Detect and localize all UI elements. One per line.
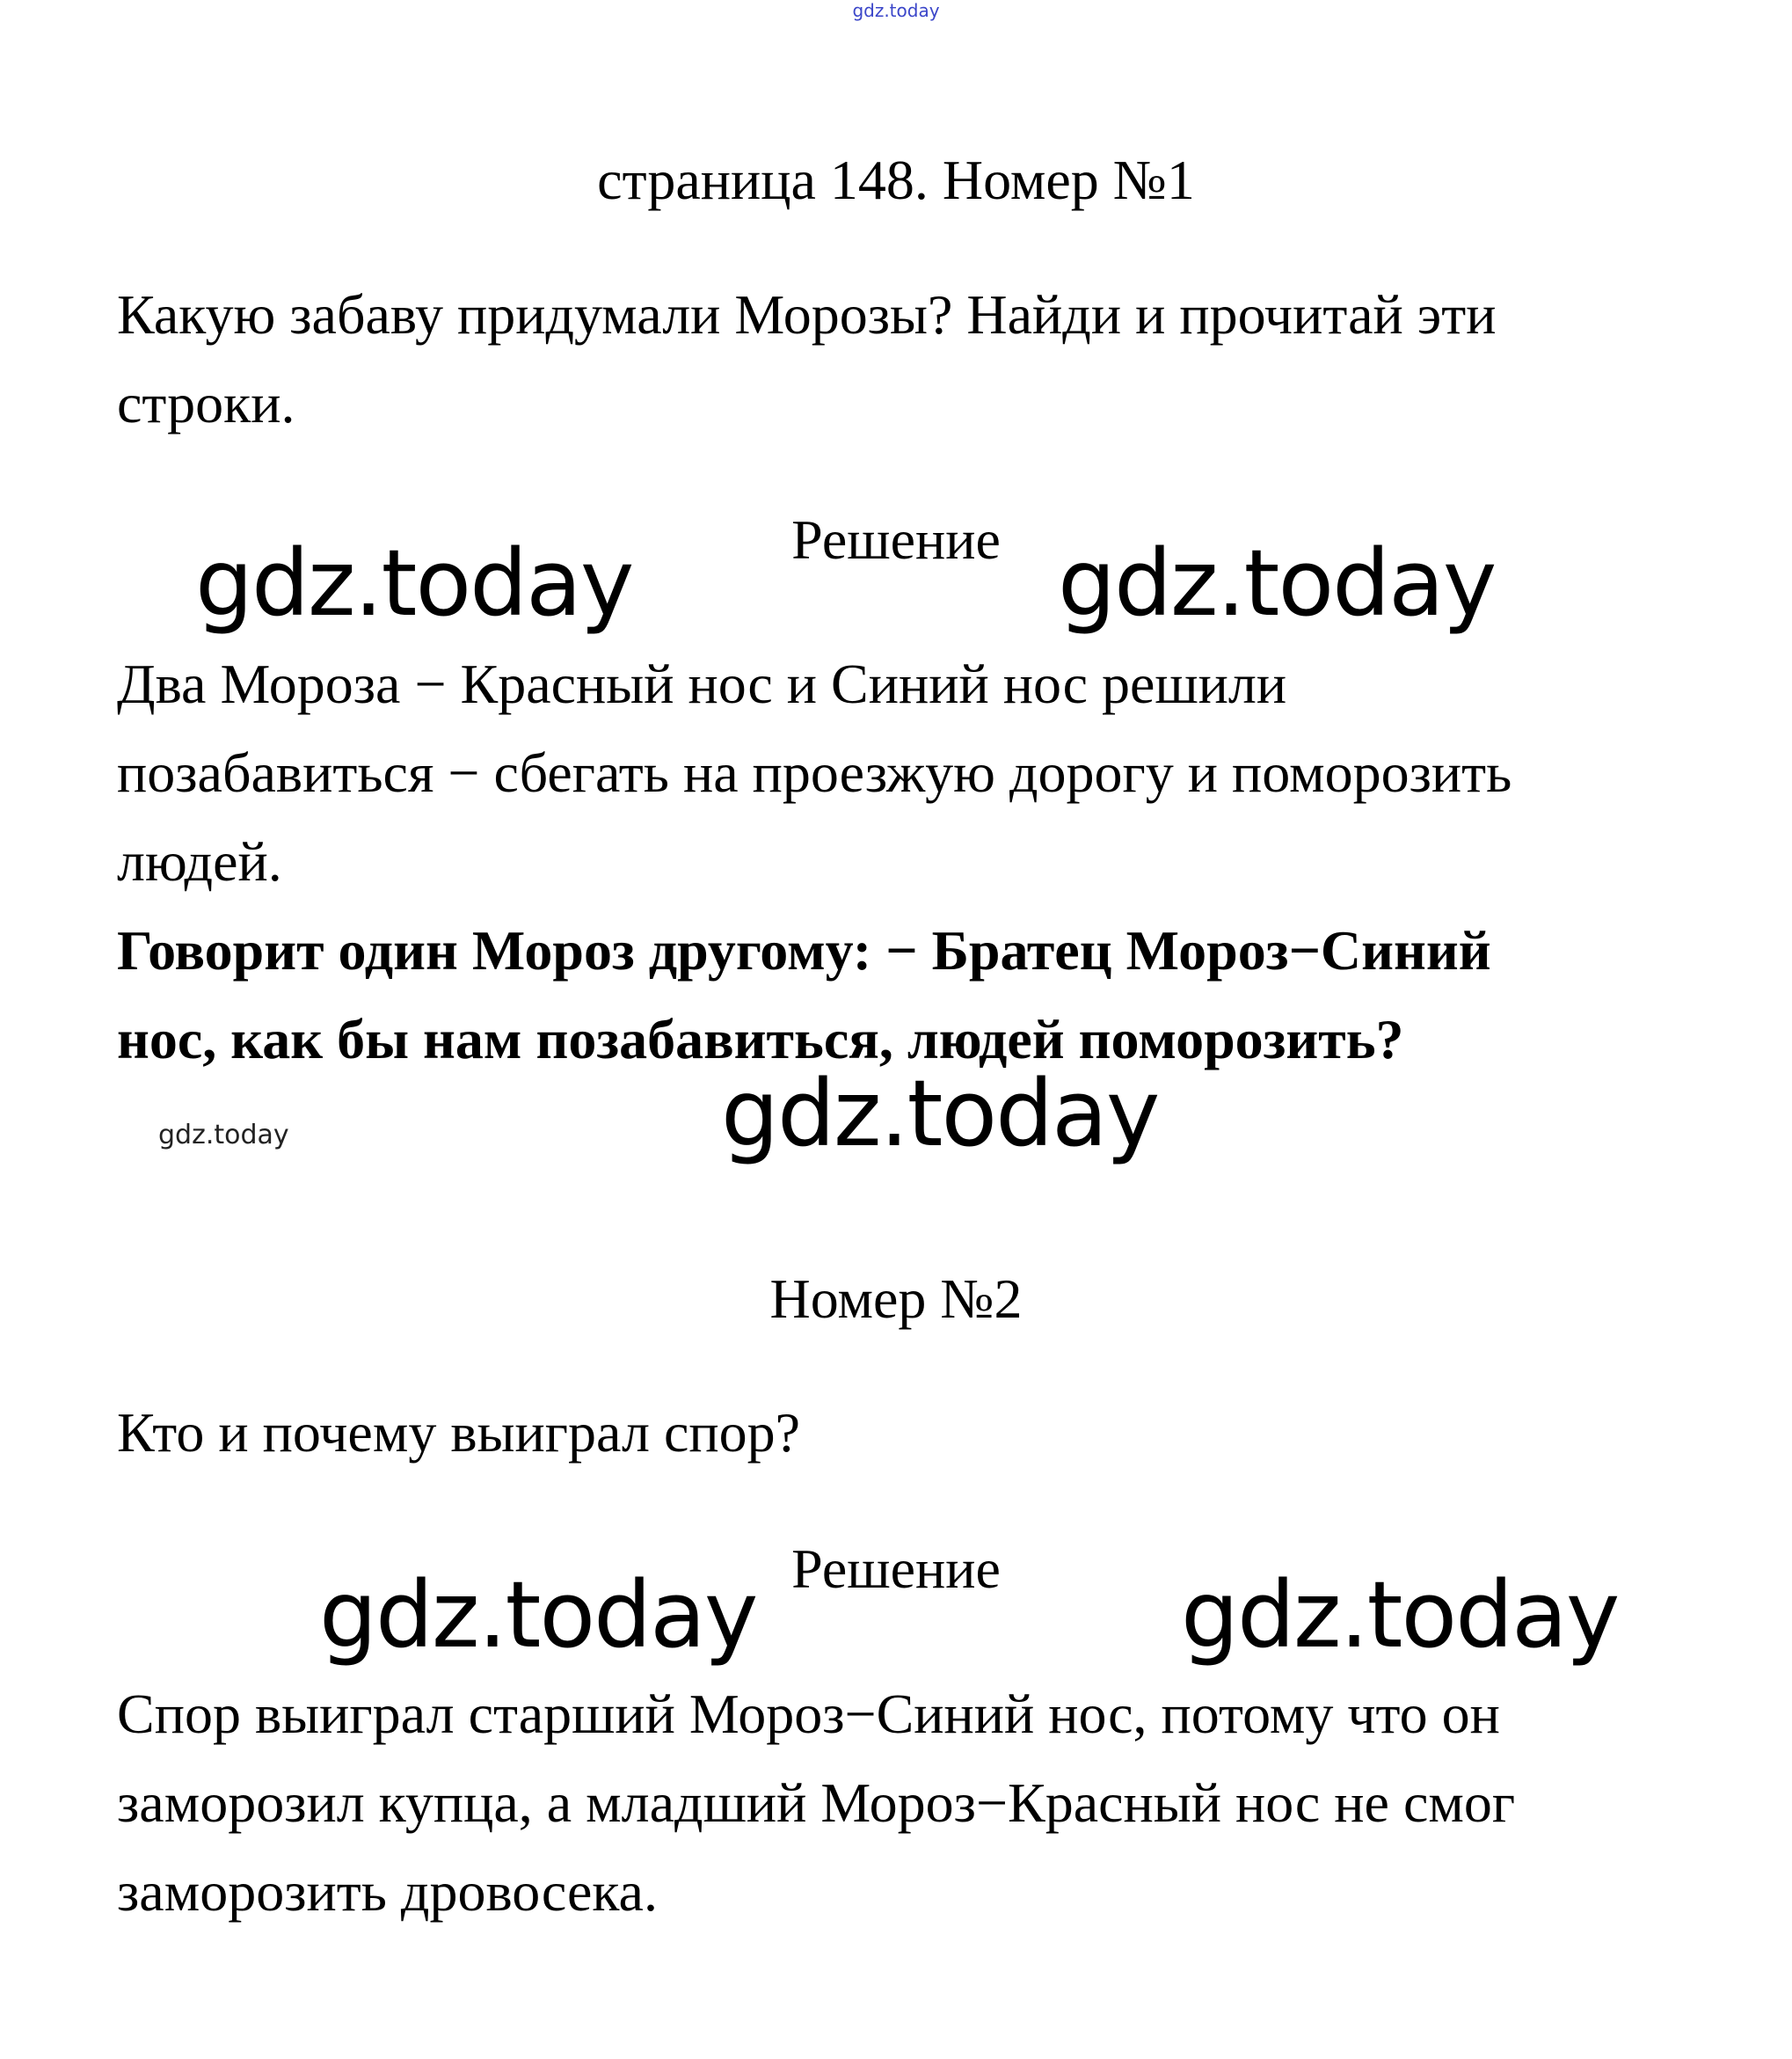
task1-answer-line-1: Два Мороза − Красный нос и Синий нос решили: [117, 653, 1287, 715]
task2-answer-line-1: Спор выиграл старший Мороз−Синий нос, потому что он: [117, 1683, 1500, 1745]
task1-answer-line-3: людей.: [117, 830, 282, 893]
task2-answer-line-3: заморозить дровосека.: [117, 1860, 658, 1923]
watermark-5: gdz.today: [1181, 1561, 1619, 1668]
watermark-small: gdz.today: [158, 1120, 289, 1150]
task1-answer-line-2: позабавиться − сбегать на проезжую дорогу и поморозить: [117, 741, 1512, 804]
task2-question: Кто и почему выиграл спор?: [117, 1401, 800, 1464]
task1-quote-line-1: Говорит один Мороз другому: − Братец Мороз−Синий: [117, 919, 1491, 982]
watermark-3: gdz.today: [721, 1060, 1159, 1167]
task1-question-line-1: Какую забаву придумали Морозы? Найди и прочитай эти: [117, 283, 1497, 346]
task1-question-line-2: строки.: [117, 372, 295, 434]
watermark-2: gdz.today: [1058, 529, 1496, 637]
task2-title: Номер №2: [769, 1267, 1023, 1330]
top-watermark: gdz.today: [852, 0, 940, 21]
task1-solution-label: Решение: [791, 508, 1001, 571]
watermark-4: gdz.today: [319, 1561, 757, 1668]
watermark-1: gdz.today: [195, 529, 633, 637]
task2-solution-label: Решение: [791, 1537, 1001, 1600]
task1-title: страница 148. Номер №1: [597, 149, 1195, 211]
task1-quote-line-2: нос, как бы нам позабавиться, людей поморозить?: [117, 1008, 1404, 1070]
task2-answer-line-2: заморозил купца, а младший Мороз−Красный нос не смог: [117, 1771, 1516, 1834]
